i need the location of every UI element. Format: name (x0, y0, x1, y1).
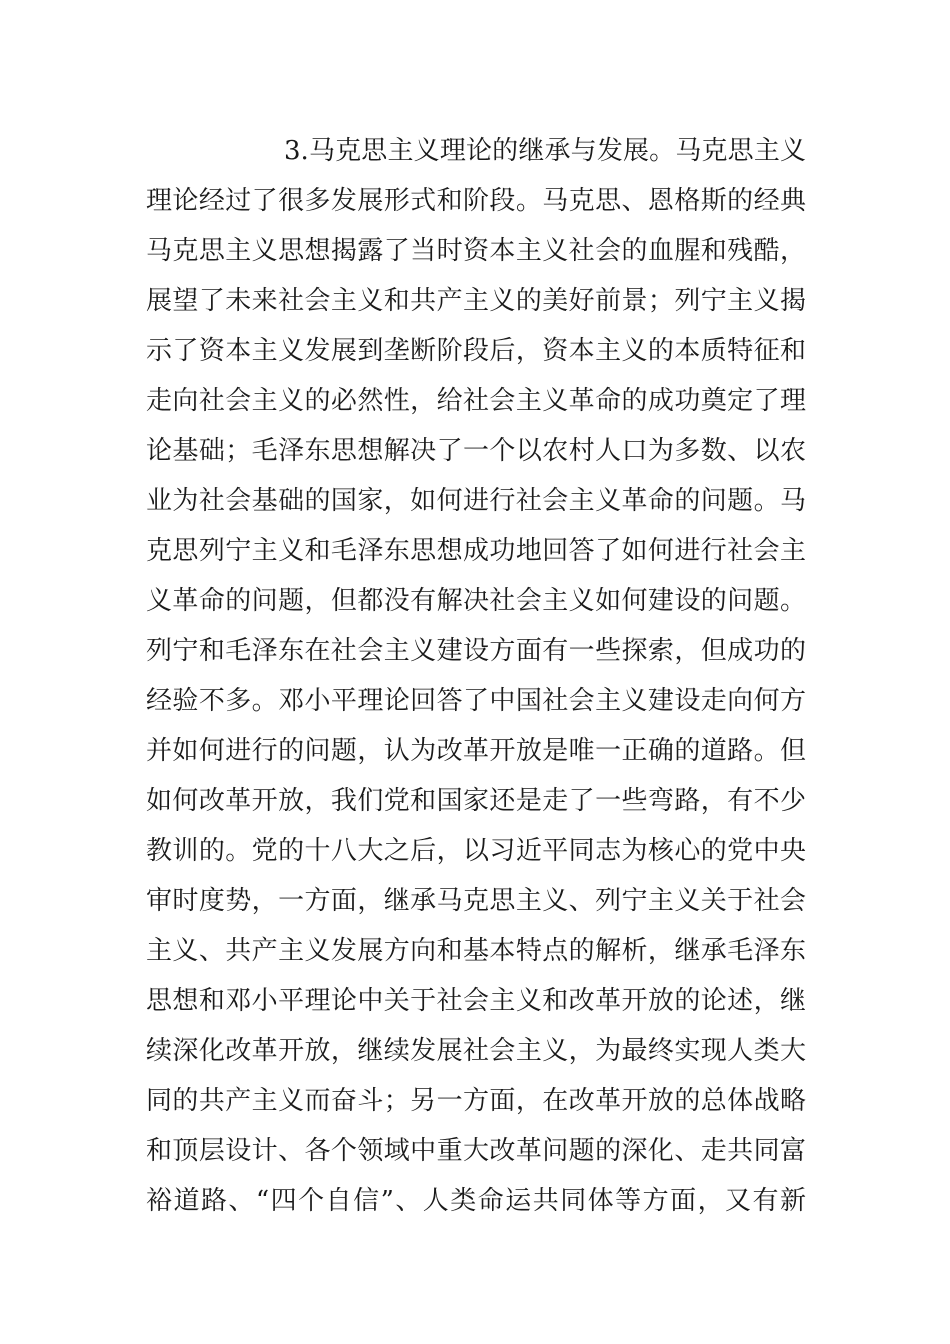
text-line: 思想和邓小平理论中关于社会主义和改革开放的论述，继 (146, 986, 806, 1016)
text-line: 审时度势，一方面，继承马克思主义、列宁主义关于社会 (146, 886, 806, 916)
text-line: 和顶层设计、各个领域中重大改革问题的深化、走共同富 (146, 1136, 806, 1166)
text-line: 如何改革开放，我们党和国家还是走了一些弯路，有不少 (146, 786, 806, 816)
text-line: 义革命的问题，但都没有解决社会主义如何建设的问题。 (146, 586, 806, 616)
paragraph (146, 126, 806, 1226)
text-line: 展望了未来社会主义和共产主义的美好前景；列宁主义揭 (146, 286, 806, 316)
text-line: 理论经过了很多发展形式和阶段。马克思、恩格斯的经典 (146, 186, 806, 216)
text-line: 教训的。党的十八大之后，以习近平同志为核心的党中央 (146, 836, 806, 866)
text-line: 3.马克思主义理论的继承与发展。马克思主义 (284, 136, 806, 166)
text-line: 续深化改革开放，继续发展社会主义，为最终实现人类大 (146, 1036, 806, 1066)
text-line: 论基础；毛泽东思想解决了一个以农村人口为多数、以农 (146, 436, 806, 466)
text-line: 主义、共产主义发展方向和基本特点的解析，继承毛泽东 (146, 936, 806, 966)
text-line: 马克思主义思想揭露了当时资本主义社会的血腥和残酷， (146, 236, 806, 266)
text-line: 同的共产主义而奋斗；另一方面，在改革开放的总体战略 (146, 1086, 806, 1116)
text-line: 列宁和毛泽东在社会主义建设方面有一些探索，但成功的 (146, 636, 806, 666)
text-line: 克思列宁主义和毛泽东思想成功地回答了如何进行社会主 (146, 536, 806, 566)
text-line: 示了资本主义发展到垄断阶段后，资本主义的本质特征和 (146, 336, 806, 366)
text-line: 经验不多。邓小平理论回答了中国社会主义建设走向何方 (146, 686, 806, 716)
text-line: 并如何进行的问题，认为改革开放是唯一正确的道路。但 (146, 736, 806, 766)
text-line: 业为社会基础的国家，如何进行社会主义革命的问题。马 (146, 486, 806, 516)
text-line: 走向社会主义的必然性，给社会主义革命的成功奠定了理 (146, 386, 806, 416)
text-line: 裕道路、“四个自信”、人类命运共同体等方面，又有新 (146, 1186, 806, 1216)
